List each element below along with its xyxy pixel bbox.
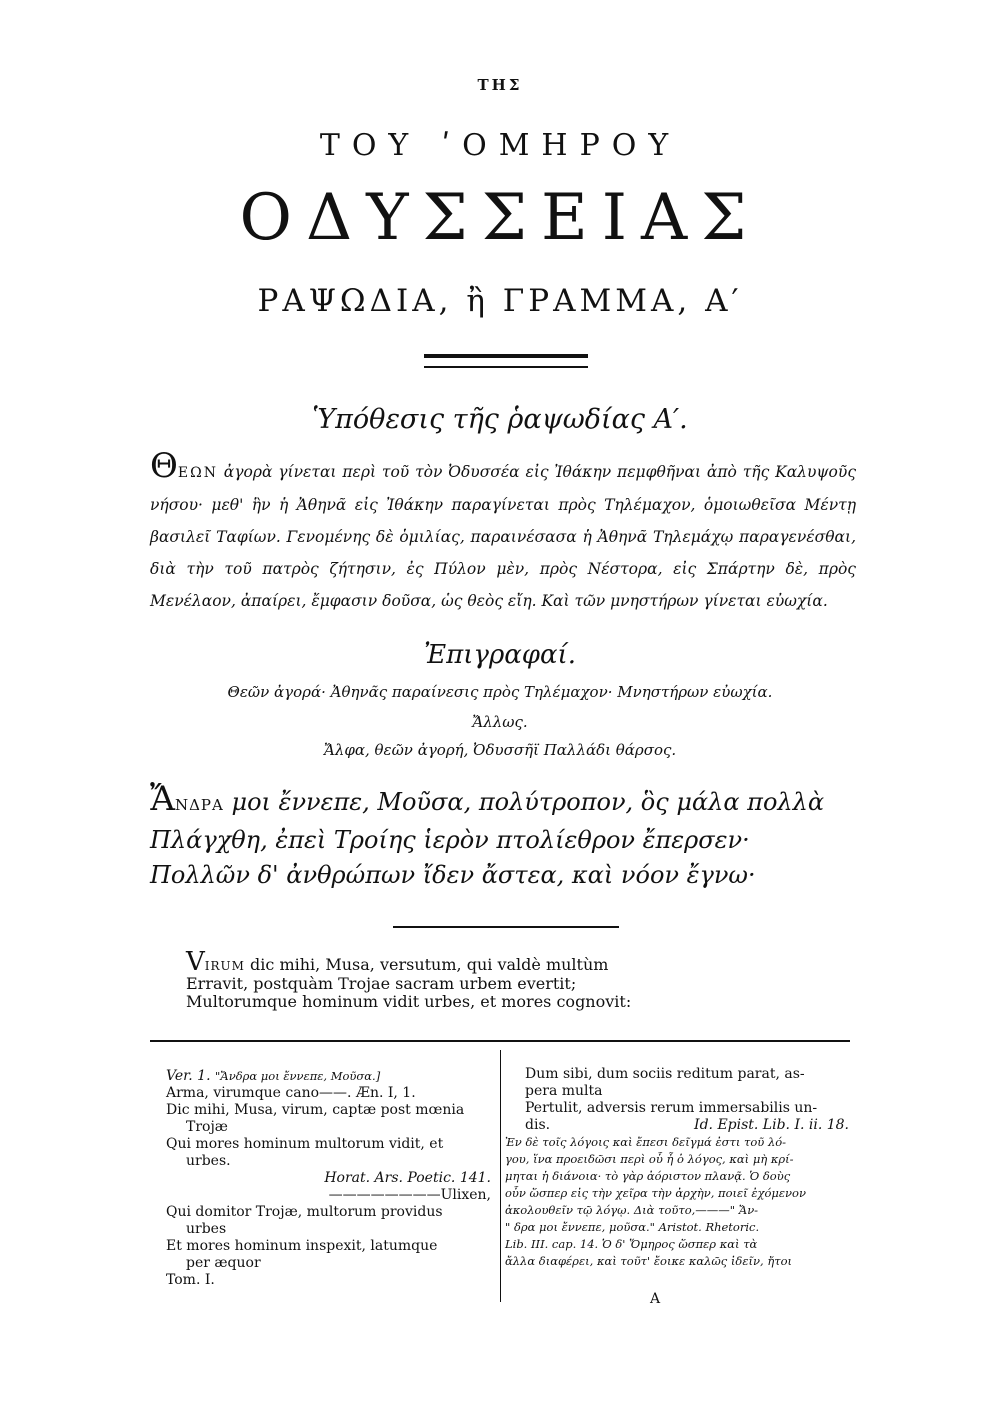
epigraphai-title: Ἐπιγραφαί.: [423, 640, 577, 670]
note-left-line: Et mores hominum inspexit, latumque: [166, 1238, 438, 1254]
hypothesis-dropcap: Θ: [150, 446, 178, 486]
note-left-citation: Horat. Ars. Poetic. 141.: [324, 1170, 491, 1186]
latin-dropcap: V: [186, 947, 205, 977]
note-left-line: Trojæ: [186, 1119, 228, 1135]
poem-initial: Ἄ: [150, 779, 175, 819]
epigraphai-line-2: Ἄλλως.: [472, 713, 528, 731]
note-right-greek-line: Lib. III. cap. 14. Ὁ δ' Ὅμηρος ὥσπερ καὶ τὰ: [505, 1237, 758, 1251]
latin-line-2: Erravit, postquàm Trojae sacram urbem evertit;: [186, 974, 577, 993]
note-right-greek-line: ἀκολουθεῖν τῷ λόγῳ. Διὰ τοῦτο,———" Ἄν-: [505, 1203, 759, 1217]
note-right-line: pera multa: [525, 1083, 603, 1099]
footnote-rule: [150, 1040, 850, 1042]
note-right-greek-line: Ἐν δὲ τοῖς λόγοις καὶ ἔπεσι δεῖγμά ἐστι τοῦ λό-: [505, 1135, 787, 1149]
tome-label: Tom. I.: [166, 1272, 215, 1288]
poem-line-2: Πλάγχθη, ἐπεὶ Τροίης ἱερὸν πτολίεθρον ἔπερσεν·: [150, 826, 750, 854]
latin-translation: [186, 947, 632, 1011]
latin-line-1-rest: dic mihi, Musa, versutum, qui valdè multùm: [244, 955, 609, 974]
note-right-greek-line: μηται ἡ διάνοια· τὸ γὰρ ἀόριστον πλανᾷ. Ὁ δοὺς: [505, 1169, 791, 1183]
note-left-line: ————————Ulixen,: [328, 1187, 491, 1203]
single-rule-divider: [393, 926, 619, 928]
note-left-line: Qui mores hominum multorum vidit, et: [166, 1136, 444, 1152]
note-right-greek-line: " δρα μοι ἔννεπε, μοῦσα." Aristot. Rhetoric.: [505, 1220, 760, 1234]
note-right-citation: Id. Epist. Lib. I. ii. 18.: [694, 1117, 849, 1133]
epigraphai-line-3: Ἄλφα, θεῶν ἀγορή, Ὀδυσσῆϊ Παλλάδι θάρσος.: [323, 741, 677, 759]
note-right-line: Dum sibi, dum sociis reditum parat, as-: [525, 1066, 805, 1082]
epigraphai-line-1: Θεῶν ἀγορά· Ἀθηνᾶς παραίνεσις πρὸς Τηλέμαχον· Μνηστήρων εὐωχία.: [227, 683, 773, 701]
poem-line-1-rest: μοι ἔννεπε, Μοῦσα, πολύτροπον, ὃς μάλα πολλὰ: [223, 788, 825, 816]
note-left-line: Dic mihi, Musa, virum, captæ post mœnia: [166, 1102, 465, 1118]
note-right-line: [505, 1117, 849, 1134]
latin-line-3: Multorumque hominum vidit urbes, et mores cognovit:: [186, 992, 632, 1011]
note-right-greek-line: γου, ἵνα προειδῶσι περὶ οὗ ἦ ὁ λόγος, καὶ μὴ κρί-: [505, 1152, 794, 1166]
notes-left-column: [166, 1068, 491, 1289]
hypothesis-text: [150, 446, 856, 617]
hypothesis-body: ἀγορὰ γίνεται περὶ τοῦ τὸν Ὀδυσσέα εἰς Ἰθάκην πεμφθῆναι ἀπὸ τῆς Καλυψοῦς νήσου· μεθ' ἣν ἡ Ἀθηνᾶ εἰς Ἰθάκην παραγίνεται πρὸς Τηλέμαχον, ὁμοιωθεῖσα Μέντῃ βασιλεῖ Ταφίων. Γενομένης δὲ ὁμιλίας, παραινέσασα ἡ Ἀθηνᾶ Τηλεμάχῳ παραγενέσθαι, διὰ τὴν τοῦ πατρὸς ζήτησιν, ἐς Πύλον μὲν, πρὸς Νέστορα, εἰς Σπάρτην δὲ, πρὸς Μενέλαον, ἀπαίρει, ἔμφασιν δοῦσα, ὡς θεὸς εἴη. Καὶ τῶν μνηστήρων γίνεται εὐωχία.: [150, 463, 856, 610]
latin-smallcaps: IRUM: [204, 959, 245, 973]
header-tou-homerou: ΤΟΥ ʹΟΜΗΡΟΥ: [319, 128, 681, 163]
note-ref: [166, 1068, 491, 1085]
hypothesis-title: Ὑπόθεσις τῆς ῥαψωδίας Α′.: [312, 404, 688, 435]
poem-line-1: [150, 779, 870, 823]
header-tes: ΤΗΣ: [477, 76, 523, 94]
signature-mark: Α: [650, 1291, 661, 1307]
latin-line-1: [186, 947, 631, 977]
note-right-greek-line: ἄλλα διαφέρει, καὶ τοῦτ' ἔοικε καλῶς ἰδεῖν, ἤτοι: [505, 1254, 793, 1268]
note-left-line: per æquor: [186, 1255, 261, 1271]
subtitle-rapsodia: ΡΑΨΩΔΙΑ, ἢ ΓΡΑΜΜΑ, Α′: [257, 283, 743, 319]
note-left-line: urbes: [186, 1221, 227, 1237]
note-right-greek-line: οὖν ὥσπερ εἰς τὴν χεῖρα τὴν ἀρχὴν, ποιεῖ ἐχόμενον: [505, 1186, 806, 1200]
note-ref-verse: Ver. 1.: [166, 1068, 211, 1084]
title-odysseias: ΟΔΥΣΣΕΙΑΣ: [239, 181, 761, 255]
note-right-line: Pertulit, adversis rerum immersabilis un-: [525, 1100, 818, 1116]
poem-line-3: Πολλῶν δ' ἀνθρώπων ἴδεν ἄστεα, καὶ νόον ἔγνω·: [150, 861, 756, 889]
poem-smallcaps: ΝΔΡΑ: [174, 796, 224, 814]
column-divider: [500, 1050, 501, 1302]
note-left-line: Arma, virumque cano——. Æn. I, 1.: [166, 1085, 416, 1101]
note-left-line: urbes.: [186, 1153, 231, 1169]
double-rule-divider: [424, 354, 588, 368]
note-right-text: dis.: [525, 1117, 551, 1133]
hypothesis-smallcaps: ΕΩΝ: [177, 465, 218, 481]
note-ref-greek: "Ἄνδρα μοι ἔννεπε, Μοῦσα.]: [214, 1069, 381, 1083]
greek-poem: [150, 779, 870, 893]
note-left-line: Qui domitor Trojæ, multorum providus: [166, 1204, 443, 1220]
notes-right-column: [505, 1066, 849, 1270]
